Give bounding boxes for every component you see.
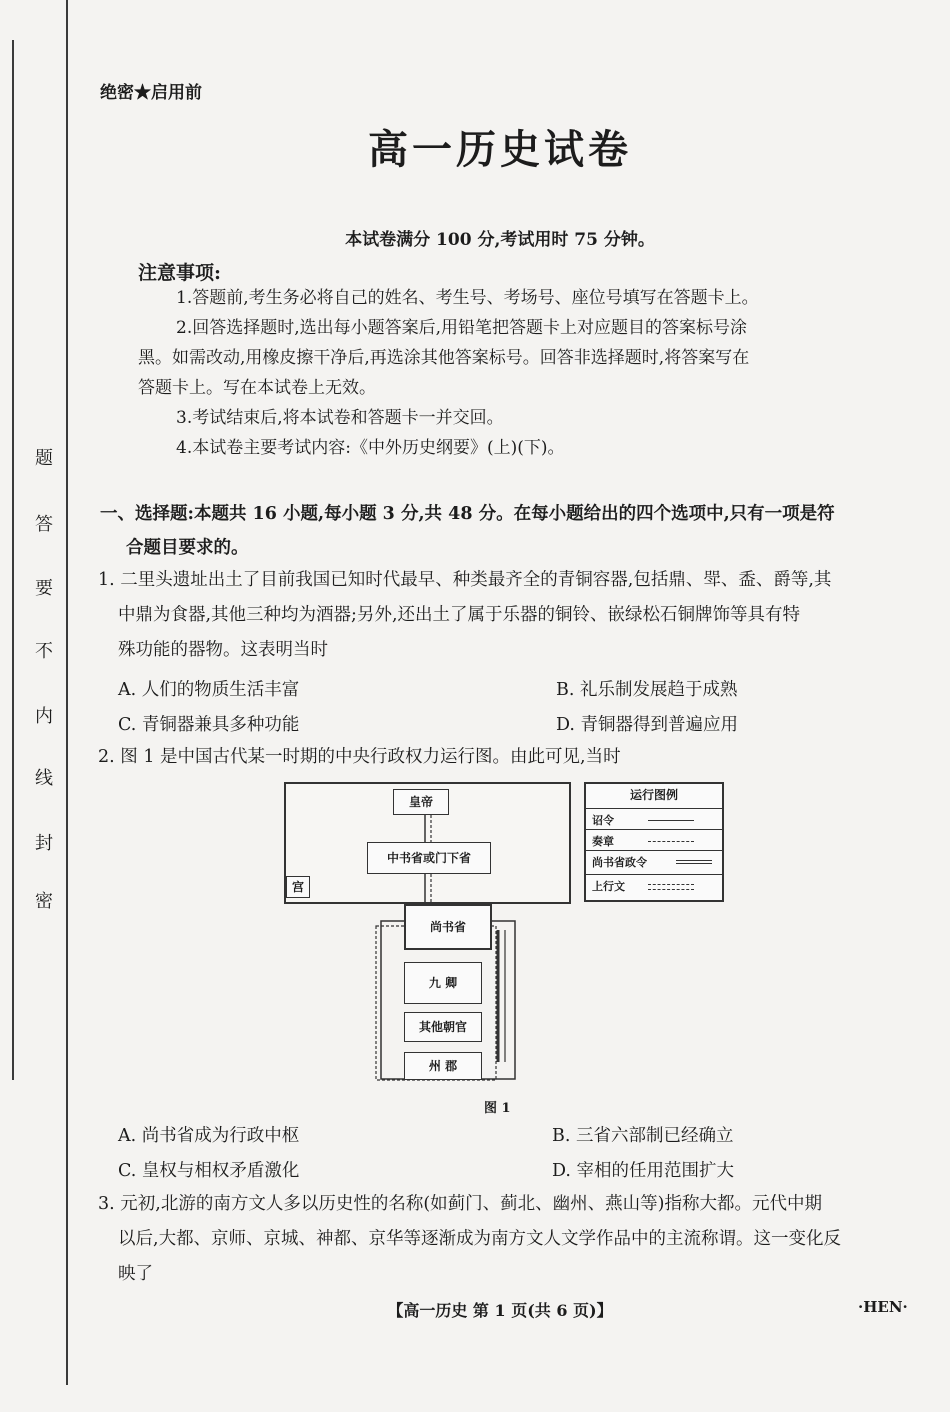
- legend-label: 诏令: [592, 814, 614, 827]
- q2-option-a[interactable]: A. 尚书省成为行政中枢: [118, 1126, 300, 1146]
- legend-double-dashed-line: [648, 884, 694, 890]
- binding-char: 答: [35, 514, 53, 535]
- question-stem-line: 映了: [118, 1264, 153, 1284]
- legend-dashed-line: [648, 841, 694, 842]
- legend-label: 奏章: [592, 835, 614, 848]
- binding-char: 不: [35, 641, 53, 662]
- legend-double-line: [676, 860, 712, 864]
- jiuqing-box: 九 卿: [404, 962, 482, 1004]
- legend-row-decree: [586, 850, 722, 872]
- q2-option-b[interactable]: B. 三省六部制已经确立: [552, 1126, 734, 1146]
- figure-1: [280, 780, 730, 1090]
- legend-row-upward: [586, 874, 722, 896]
- question-stem-line: 殊功能的器物。这表明当时: [118, 640, 328, 660]
- legend-solid-line: [648, 820, 694, 821]
- page-title: 高一历史试卷: [368, 127, 632, 173]
- notice-line: 3.考试结束后,将本试卷和答题卡一并交回。: [176, 408, 504, 428]
- binding-char: 封: [35, 833, 53, 854]
- q1-option-d[interactable]: D. 青铜器得到普遍应用: [556, 715, 739, 735]
- zhoujun-box: 州 郡: [404, 1052, 482, 1080]
- q1-option-c[interactable]: C. 青铜器兼具多种功能: [118, 715, 300, 735]
- notice-line: 黑。如需改动,用橡皮擦干净后,再选涂其他答案标号。回答非选择题时,将答案写在: [138, 348, 750, 368]
- legend-label: 上行文: [592, 880, 625, 893]
- legend-title: 运行图例: [629, 788, 678, 802]
- binding-char: 密: [35, 891, 53, 912]
- palace-label: 宫: [286, 876, 310, 898]
- binding-char: 要: [35, 578, 53, 599]
- binding-line-outer: [12, 40, 14, 1080]
- question-stem-line: 3. 元初,北游的南方文人多以历史性的名称(如蓟门、蓟北、幽州、燕山等)指称大都。元代中期: [98, 1194, 822, 1214]
- exam-info: 本试卷满分 100 分,考试用时 75 分钟。: [345, 230, 655, 250]
- emperor-box: 皇帝: [393, 789, 449, 815]
- q2-option-d[interactable]: D. 宰相的任用范围扩大: [552, 1161, 735, 1181]
- question-3: [98, 1187, 928, 1292]
- notice-line: 答题卡上。写在本试卷上无效。: [138, 378, 376, 398]
- notice-heading: 注意事项:: [138, 262, 222, 284]
- q1-option-b[interactable]: B. 礼乐制发展趋于成熟: [556, 680, 738, 700]
- legend-row-memorial: [586, 829, 722, 851]
- question-2-stem: 2. 图 1 是中国古代某一时期的中央行政权力运行图。由此可见,当时: [98, 747, 621, 767]
- notice-line: 4.本试卷主要考试内容:《中外历史纲要》(上)(下)。: [176, 438, 565, 458]
- section-heading-line: 合题目要求的。: [126, 538, 249, 558]
- binding-line-inner: [66, 0, 68, 1385]
- binding-char: 题: [35, 448, 53, 469]
- section-heading: [100, 497, 924, 565]
- zhongshu-box: 中书省或门下省: [367, 842, 491, 874]
- page-footer: 【高一历史 第 1 页(共 6 页)】: [387, 1301, 613, 1320]
- q2-option-c[interactable]: C. 皇权与相权矛盾激化: [118, 1161, 300, 1181]
- q1-option-a[interactable]: A. 人们的物质生活丰富: [118, 680, 300, 700]
- figure-caption: 图 1: [484, 1101, 511, 1116]
- question-stem-line: 以后,大都、京师、京城、神都、京华等逐渐成为南方文人文学作品中的主流称谓。这一变化反: [118, 1229, 842, 1249]
- shangshu-box: 尚书省: [404, 904, 492, 950]
- question-stem-line: 1. 二里头遗址出土了目前我国已知时代最早、种类最齐全的青铜容器,包括鼎、斝、盉、爵等,其: [98, 570, 832, 590]
- section-heading-line: 一、选择题:本题共 16 小题,每小题 3 分,共 48 分。在每小题给出的四个选项中,只有一项是符: [100, 504, 835, 524]
- legend-label: 尚书省政令: [592, 856, 647, 869]
- question-stem-line: 中鼎为食器,其他三种均为酒器;另外,还出土了属于乐器的铜铃、嵌绿松石铜牌饰等具有特: [118, 605, 801, 625]
- notice-line: 2.回答选择题时,选出每小题答案后,用铅笔把答题卡上对应题目的答案标号涂: [176, 318, 748, 338]
- confidential-mark: 绝密★启用前: [100, 83, 202, 103]
- binding-char: 内: [35, 706, 53, 727]
- legend-box: [584, 782, 724, 902]
- binding-char: 线: [35, 768, 53, 789]
- paper-code: ·HEN·: [858, 1298, 908, 1316]
- others-box: 其他朝官: [404, 1012, 482, 1042]
- legend-row-edict: [586, 808, 722, 830]
- question-1: [98, 563, 928, 668]
- notice-line: 1.答题前,考生务必将自己的姓名、考生号、考场号、座位号填写在答题卡上。: [176, 288, 759, 308]
